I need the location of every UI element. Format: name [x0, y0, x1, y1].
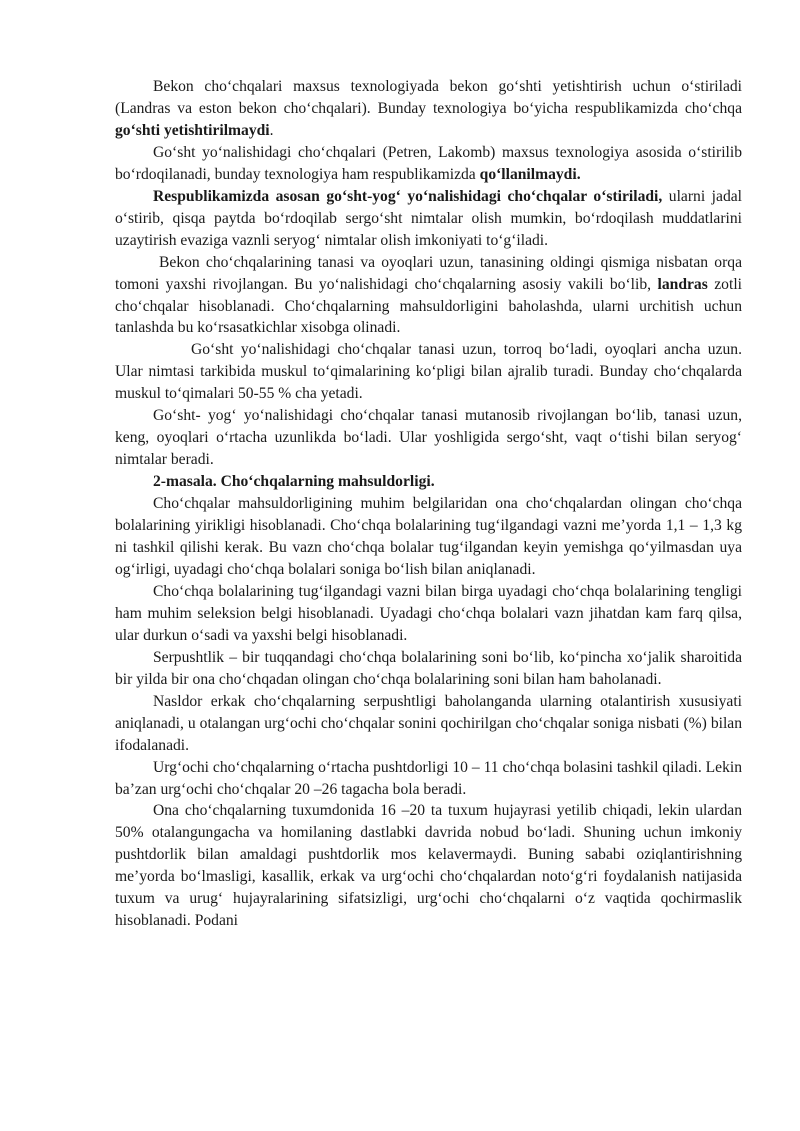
bold-phrase: Respublikamizda asosan go‘sht-yog‘ yo‘nalishidagi cho‘chqalar o‘stiriladi, — [153, 187, 663, 205]
heading-text: 2-masala. Cho‘chqalarning mahsuldorligi. — [153, 473, 435, 491]
paragraph-respublika: Respublikamizda asosan go‘sht-yog‘ yo‘nalishidagi cho‘chqalar o‘stiriladi, ularni jadal o‘stirib, qisqa paytda bo‘rdoqilab sergo‘sht nimtalar olish mumkin, bo‘rdoqilash muddatlarini uzaytirish evaziga vaznli seryog‘ nimtalar olish imkoniyati to‘g‘iladi. — [115, 187, 742, 249]
paragraph-serpushtlik: Serpushtlik – bir tuqqandagi cho‘chqa bolalarining soni bo‘lib, ko‘pincha xo‘jalik sharoitida bir yilda bir ona cho‘chqadan olingan cho‘chqa bolalarining soni bilan ham baholanadi. — [115, 648, 742, 688]
paragraph-mahsuldorlik: Cho‘chqalar mahsuldorligining muhim belgilaridan ona cho‘chqalardan olingan cho‘chqa bolalarining yirikligi hisoblanadi. Cho‘chqa bolalarining tug‘ilgandagi vazni me’yorda 1,1 – 1,3 kg ni tashkil qilishi kerak. Bu vazn cho‘chqa bolalar tug‘ilgandan keyin yemishga qo‘yilmasdan uya og‘irligi, uyadagi cho‘chqa bolalari soniga bo‘lish bilan aniqlanadi. — [115, 495, 742, 578]
document-page — [115, 76, 742, 932]
bold-phrase: go‘shti yetishtirilmaydi — [115, 121, 270, 139]
paragraph-pushtdorlik: Urg‘ochi cho‘chqalarning o‘rtacha pushtdorligi 10 – 11 cho‘chqa bolasini tashkil qiladi. Lekin ba’zan urg‘ochi cho‘chqalar 20 –26 tagacha bola beradi. — [115, 758, 742, 798]
bold-phrase: landras — [657, 275, 708, 293]
bold-phrase: qo‘llanilmaydi. — [479, 165, 581, 183]
paragraph-gosht: Go‘sht yo‘nalishidagi cho‘chqalari (Petren, Lakomb) maxsus texnologiya asosida o‘stirilib bo‘rdoqilanadi, bunday texnologiya ham respublikamizda qo‘llanilmaydi. — [115, 143, 742, 183]
paragraph-tuxumdon: Ona cho‘chqalarning tuxumdonida 16 –20 ta tuxum hujayrasi yetilib chiqadi, lekin ulardan 50% otalangungacha va homilaning dastlabki davrida nobud bo‘ladi. Shuning uchun imkoniy pushtdorlik bilan amaldagi pushtdorlik mos kelavermaydi. Buning sababi oziqlantirishning me’yorda bo‘lmasligi, kasallik, erkak va urg‘ochi cho‘chqalardan noto‘g‘ri foydalanish natijasida tuxum va urug‘ hujayralarining sifatsizligi, urg‘ochi cho‘chqalarni o‘z vaqtida qochirmaslik hisoblanadi. Podani — [115, 802, 742, 930]
paragraph-gosht-yog: Go‘sht- yog‘ yo‘nalishidagi cho‘chqalar tanasi mutanosib rivojlangan bo‘lib, tanasi uzun, keng, oyoqlari o‘rtacha uzunlikda bo‘ladi. Ular yoshligida sergo‘sht, vaqt o‘tishi bilan seryog‘ nimtalar beradi. — [115, 407, 742, 469]
paragraph-nasldor: Nasldor erkak cho‘chqalarning serpushtligi baholanganda ularning otalantirish xususiyati aniqlanadi, u otalangan urg‘ochi cho‘chqalar sonini qochirilgan cho‘chqalar soniga nisbati (%) bilan ifodalanadi. — [115, 692, 742, 754]
paragraph-bekon-tanasi: Bekon cho‘chqalarining tanasi va oyoqlari uzun, tanasining oldingi qismiga nisbatan orqa tomoni yaxshi rivojlangan. Bu yo‘nalishidagi cho‘chqalarning asosiy vakili bo‘lib, landras zotli cho‘chqalar hisoblanadi. Cho‘chqalarning mahsuldorligini baholashda, ularni urchitish uchun tanlashda bu ko‘rsasatkichlar xisobga olinadi. — [115, 253, 742, 337]
paragraph-tenglik: Cho‘chqa bolalarining tug‘ilgandagi vazni bilan birga uyadagi cho‘chqa bolalarining tengligi ham muhim seleksion belgi hisoblanadi. Uyadagi cho‘chqa bolalari vazn jihatdan kam farq qilsa, ular durkun o‘sadi va yaxshi belgi hisoblanadi. — [115, 582, 742, 644]
paragraph-gosht-tanasi: Go‘sht yo‘nalishidagi cho‘chqalar tanasi uzun, torroq bo‘ladi, oyoqlari ancha uzun. Ular nimtasi tarkibida muskul to‘qimalarining ko‘pligi bilan ajralib turadi. Bunday cho‘chqalarda muskul to‘qimalari 50-55 % cha yetadi. — [115, 341, 742, 403]
paragraph-bekon: Bekon cho‘chqalari maxsus texnologiyada bekon go‘shti yetishtirish uchun o‘stiriladi (Landras va eston bekon cho‘chqalari). Bunday texnologiya bo‘yicha respublikamizda cho‘chqa go‘shti yetishtirilmaydi. — [115, 78, 742, 139]
section-heading — [115, 471, 742, 493]
